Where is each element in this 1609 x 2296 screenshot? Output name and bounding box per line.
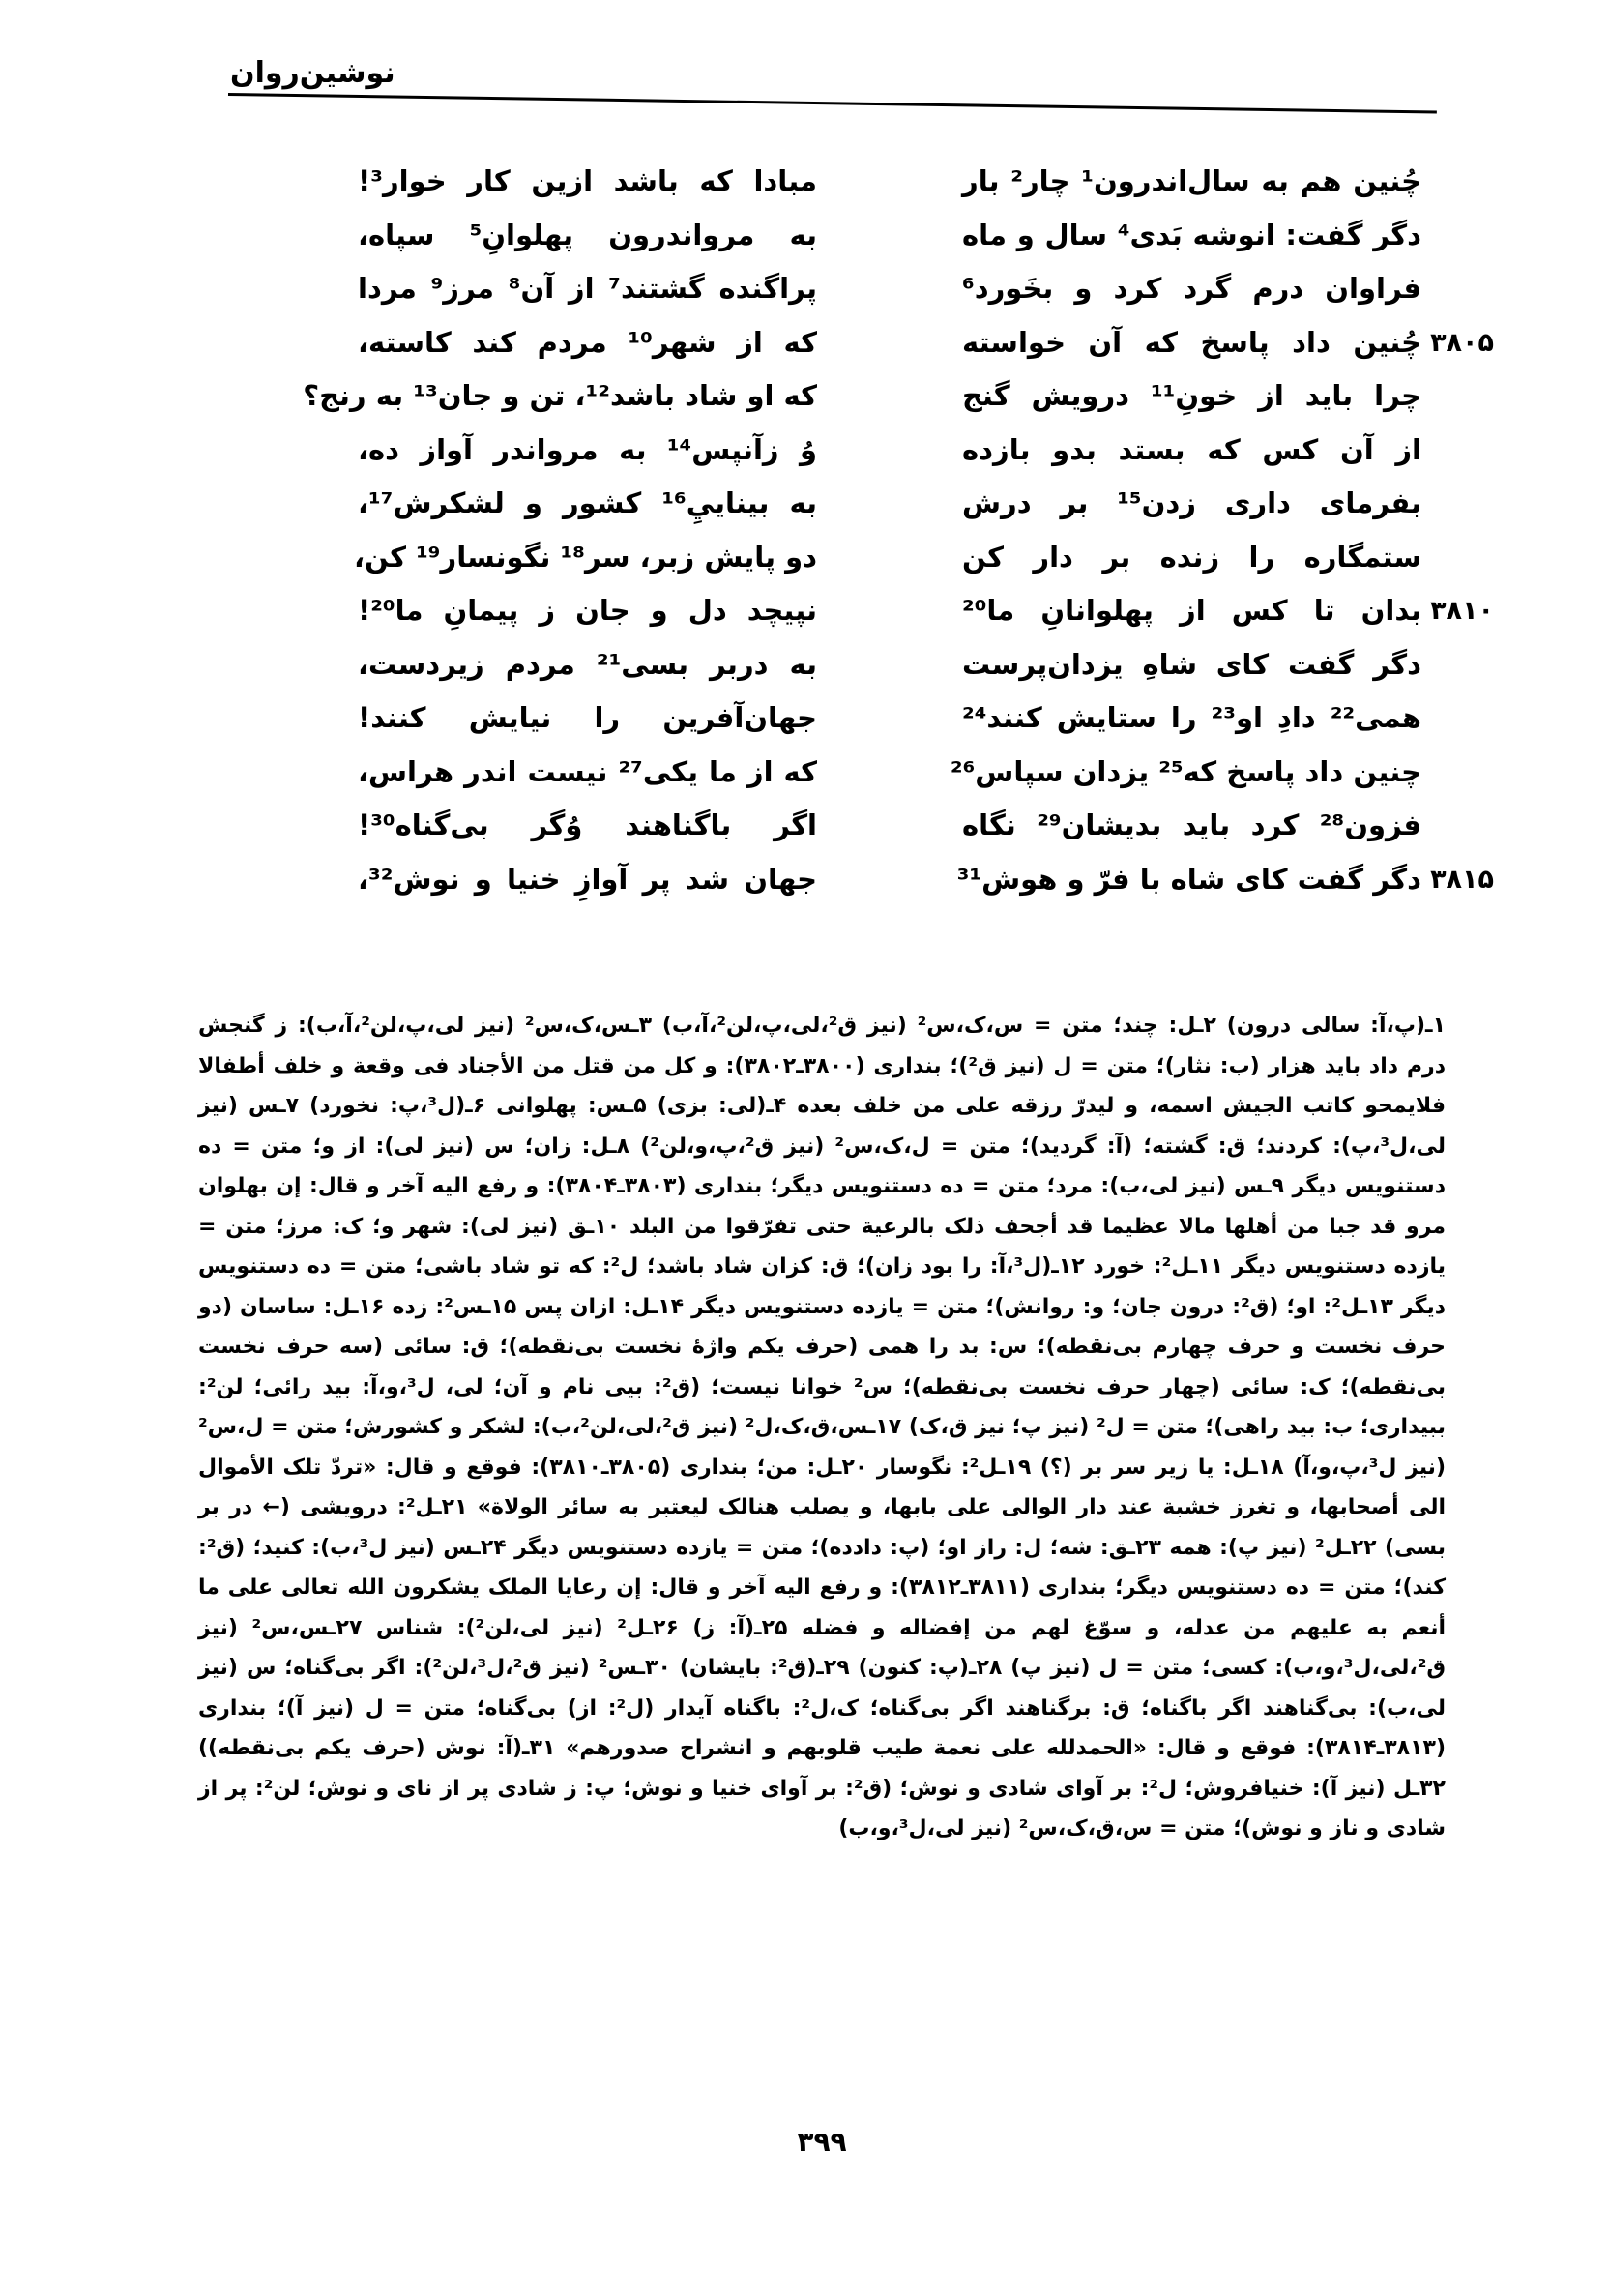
hemistich-text: ستمگاره را زنده بر دار کن (962, 540, 1421, 574)
hemistich: جهان شد پر آوازِ خنیا و نوش³²، (358, 862, 817, 896)
hemistich-text: بدان تا کس از پهلوانانِ ما²⁰ (962, 594, 1421, 627)
hemistich: به بینایيِ¹⁶ کشور و لشکرش¹⁷، (358, 486, 817, 519)
hemistich (962, 369, 1421, 424)
verse-number: ۳۸۰۵ (1430, 327, 1494, 358)
hemistich (962, 531, 1421, 585)
hemistich (962, 209, 1421, 263)
hemistich-text: چُنین هم به سال‌اندرون¹ چار² بار (962, 164, 1421, 197)
hemistich (962, 692, 1421, 746)
hemistich (962, 799, 1421, 853)
hemistich: وُ زآنپس¹⁴ به مرواندر آواز ده، (358, 432, 817, 466)
hemistich: که از ما یکی²⁷ نیست اندر هراس، (358, 754, 817, 788)
verse-column-right (950, 155, 1494, 906)
verse-number: ۳۸۱۰ (1430, 596, 1494, 626)
hemistich: که از شهر¹⁰ مردم کند کاسته، (358, 325, 818, 359)
footnotes-text: ۱ـ(پ،آ: سالی درون) ۲ـل: چند؛ متن = س،ک،س² (نیز ق²،لی،پ،لن²،آ،ب) ۳ـس،ک،س² (نیز لی،پ،لن²،آ،ب): ز گنجش درم داد باید هزار (ب: نثار)؛ متن = ل (نیز ق²)؛ بنداری (۳۸۰۰ـ۳۸۰۲): و کل من قتل من الأجناد فی وقعة و خلف أطفالا فلایمحو کاتب الجیش اسمه، و لیدرّ رزقه علی من خلف بعده ۴ـ(لی: بزی) ۵ـس: پهلوانی ۶ـ(ل³،پ: نخورد) ۷ـس (نیز لی،ل³،پ): کردند؛ ق: گشته؛ (آ: گردید)؛ متن = ل،ک،س² (نیز ق²،پ،و،لن²) ۸ـل: زان؛ س (نیز لی): از و؛ متن = ده دستنویس دیگر ۹ـس (نیز لی،ب): مرد؛ متن = ده دستنویس دیگر؛ بنداری (۳۸۰۳ـ۳۸۰۴): و رفع الیه آخر و قال: إن بهلوان مرو قد جبا من أهلها مالا عظیما قد أجحف ذلک بالرعیة حتی تفرّقوا من البلد ۱۰ـق (نیز لی): شهر و؛ ک: مرز؛ متن = یازده دستنویس دیگر ۱۱ـل²: خورد ۱۲ـ(ل³،آ: را بود زان)؛ ق: کزان شاد باشد؛ ل²: که تو شاد باشی؛ متن = ده دستنویس دیگر ۱۳ـل²: او؛ (ق²: درون جان؛ و: روانش)؛ متن = یازده دستنویس دیگر ۱۴ـل: ازان پس ۱۵ـس²: زده ۱۶ـل: ساسان (دو حرف نخست و حرف چهارم بی‌نقطه)؛ س: بد را همی (حرف یکم واژهٔ نخست بی‌نقطه)؛ ق: سائی (سه حرف نخست بی‌نقطه)؛ ک: سائی (چهار حرف نخست بی‌نقطه)؛ س² خوانا نیست؛ (ق²: بیی نام و آن؛ لی، ل³،و،آ: بید رائی؛ لن²: ببیداری؛ ب: بید راهی)؛ متن = ل² (نیز پ؛ نیز ق،ک) ۱۷ـس،ق،ک،ل² (نیز ق²،لی،لن²،ب): لشکر و کشورش؛ متن = ل،س² (نیز ل³،پ،و،آ) ۱۸ـل: یا زیر سر بر (؟) ۱۹ـل²: نگوسار ۲۰ـل: من؛ بنداری (۳۸۰۵ـ۳۸۱۰): فوقع و قال: «تردّ تلک الأموال الی أصحابها، و تغرز خشبة عند دار الوالی علی بابها، و یصلب هنالک لیعتبر به سائر الولاة» ۲۱ـل²: درویشی (← در بر بسی) ۲۲ـل² (نیز پ): همه ۲۳ـق: شه؛ ل: راز او؛ (پ: دادده)؛ متن = یازده دستنویس دیگر ۲۴ـس (نیز ل³،ب): کنید؛ (ق²: کند)؛ متن = ده دستنویس دیگر؛ بنداری (۳۸۱۱ـ۳۸۱۲): و رفع الیه آخر و قال: إن رعایا الملک یشکرون الله تعالی علی ما أنعم به علیهم من عدله، و سوّغ لهم من إفضاله و فضله ۲۵ـ(آ: ز) ۲۶ـل² (نیز لی،لن²): شناس ۲۷ـس،س² (نیز ق²،لی،ل³،و،ب): کسی؛ متن = ل (نیز پ) ۲۸ـ(پ: کنون) ۲۹ـ(ق²: بایشان) ۳۰ـس² (نیز ق²،ل³،لن²): اگر بی‌گناه؛ س (نیز لی،ب): بی‌گناهند اگر باگناه؛ ق: برگناهند اگر بی‌گناه؛ ک،ل²: باگناه آیدار (ل²: از) بی‌گناه؛ متن = ل (نیز آ)؛ بنداری (۳۸۱۳ـ۳۸۱۴): فوقع و قال: «الحمدلله علی نعمة طیب قلوبهم و انشراح صدورهم» ۳۱ـ(آ: نوش (حرف یکم بی‌نقطه)) ۳۲ـل (نیز آ): خنیافروش؛ ل²: بر آوای شادی و نوش؛ (ق²: بر آوای خنیا و نوش؛ پ: ز شادی پر از نای و نوش؛ لن²: پر از شادی و ناز و نوش)؛ متن = س،ق،ک،س² (نیز لی،ل³،و،ب) (198, 1014, 1447, 1840)
hemistich (962, 584, 1494, 638)
verse-block (303, 155, 1494, 967)
verse-number: ۳۸۱۵ (1430, 864, 1494, 895)
hemistich-text: بفرمای داری زدن¹⁵ بر درش (962, 486, 1421, 519)
hemistich (962, 155, 1421, 209)
hemistich-text: چرا باید از خونِ¹¹ درویش گنج (962, 379, 1421, 412)
hemistich-text: دگر گفت کای شاهِ یزدان‌پرست (962, 647, 1421, 681)
hemistich: که او شاد باشد¹²، تن و جان¹³ به رنج؟ (303, 379, 817, 412)
hemistich-text: دگر گفت: انوشه بَدی⁴ سال و ماه (962, 218, 1421, 251)
hemistich (962, 262, 1421, 316)
hemistich: پراگنده گشتند⁷ از آن⁸ مرز⁹ مردا (358, 272, 817, 305)
hemistich: نپیچد دل و جان ز پیمانِ ما²⁰! (358, 594, 817, 627)
hemistich (962, 477, 1421, 531)
hemistich (962, 638, 1421, 692)
hemistich-text: چُنین داد پاسخ که آن خواسته (962, 325, 1421, 359)
hemistich (962, 316, 1494, 370)
hemistich: جهان‌آفرین را نیایش کنند! (358, 701, 817, 734)
hemistich (956, 853, 1494, 907)
footnotes-apparatus (198, 1006, 1446, 1849)
hemistich: به مرواندرون پهلوانِ⁵ سپاه، (358, 218, 817, 251)
hemistich-text: فزون²⁸ کرد باید بدیشان²⁹ نگاه (962, 809, 1421, 841)
hemistich-text: دگر گفت کای شاه با فرّ و هوش³¹ (956, 862, 1421, 896)
hemistich: اگر باگناهند وُگر بی‌گناه³⁰! (358, 809, 817, 841)
verse-column-left (303, 155, 818, 906)
hemistich-text: همی²² دادِ او²³ را ستایش کنند²⁴ (962, 701, 1421, 734)
hemistich-text: فراوان درم گرد کرد و بخَورد⁶ (962, 272, 1421, 305)
hemistich-text: چنین داد پاسخ که²⁵ یزدان سپاس²⁶ (950, 754, 1421, 788)
page-number: ۳۹۹ (797, 2126, 847, 2158)
header-rule-divider (228, 93, 1437, 114)
hemistich: مبادا که باشد ازین کار خوار³! (358, 164, 817, 197)
hemistich-text: از آن کس که بستد بدو بازده (962, 432, 1421, 466)
hemistich (962, 424, 1421, 478)
hemistich: به دربر بسی²¹ مردم زیردست، (358, 647, 817, 681)
hemistich: دو پایش زبر، سر¹⁸ نگونسار¹⁹ کن، (354, 540, 817, 574)
hemistich (950, 746, 1421, 800)
running-head-title: نوشین‌روان (230, 56, 395, 90)
